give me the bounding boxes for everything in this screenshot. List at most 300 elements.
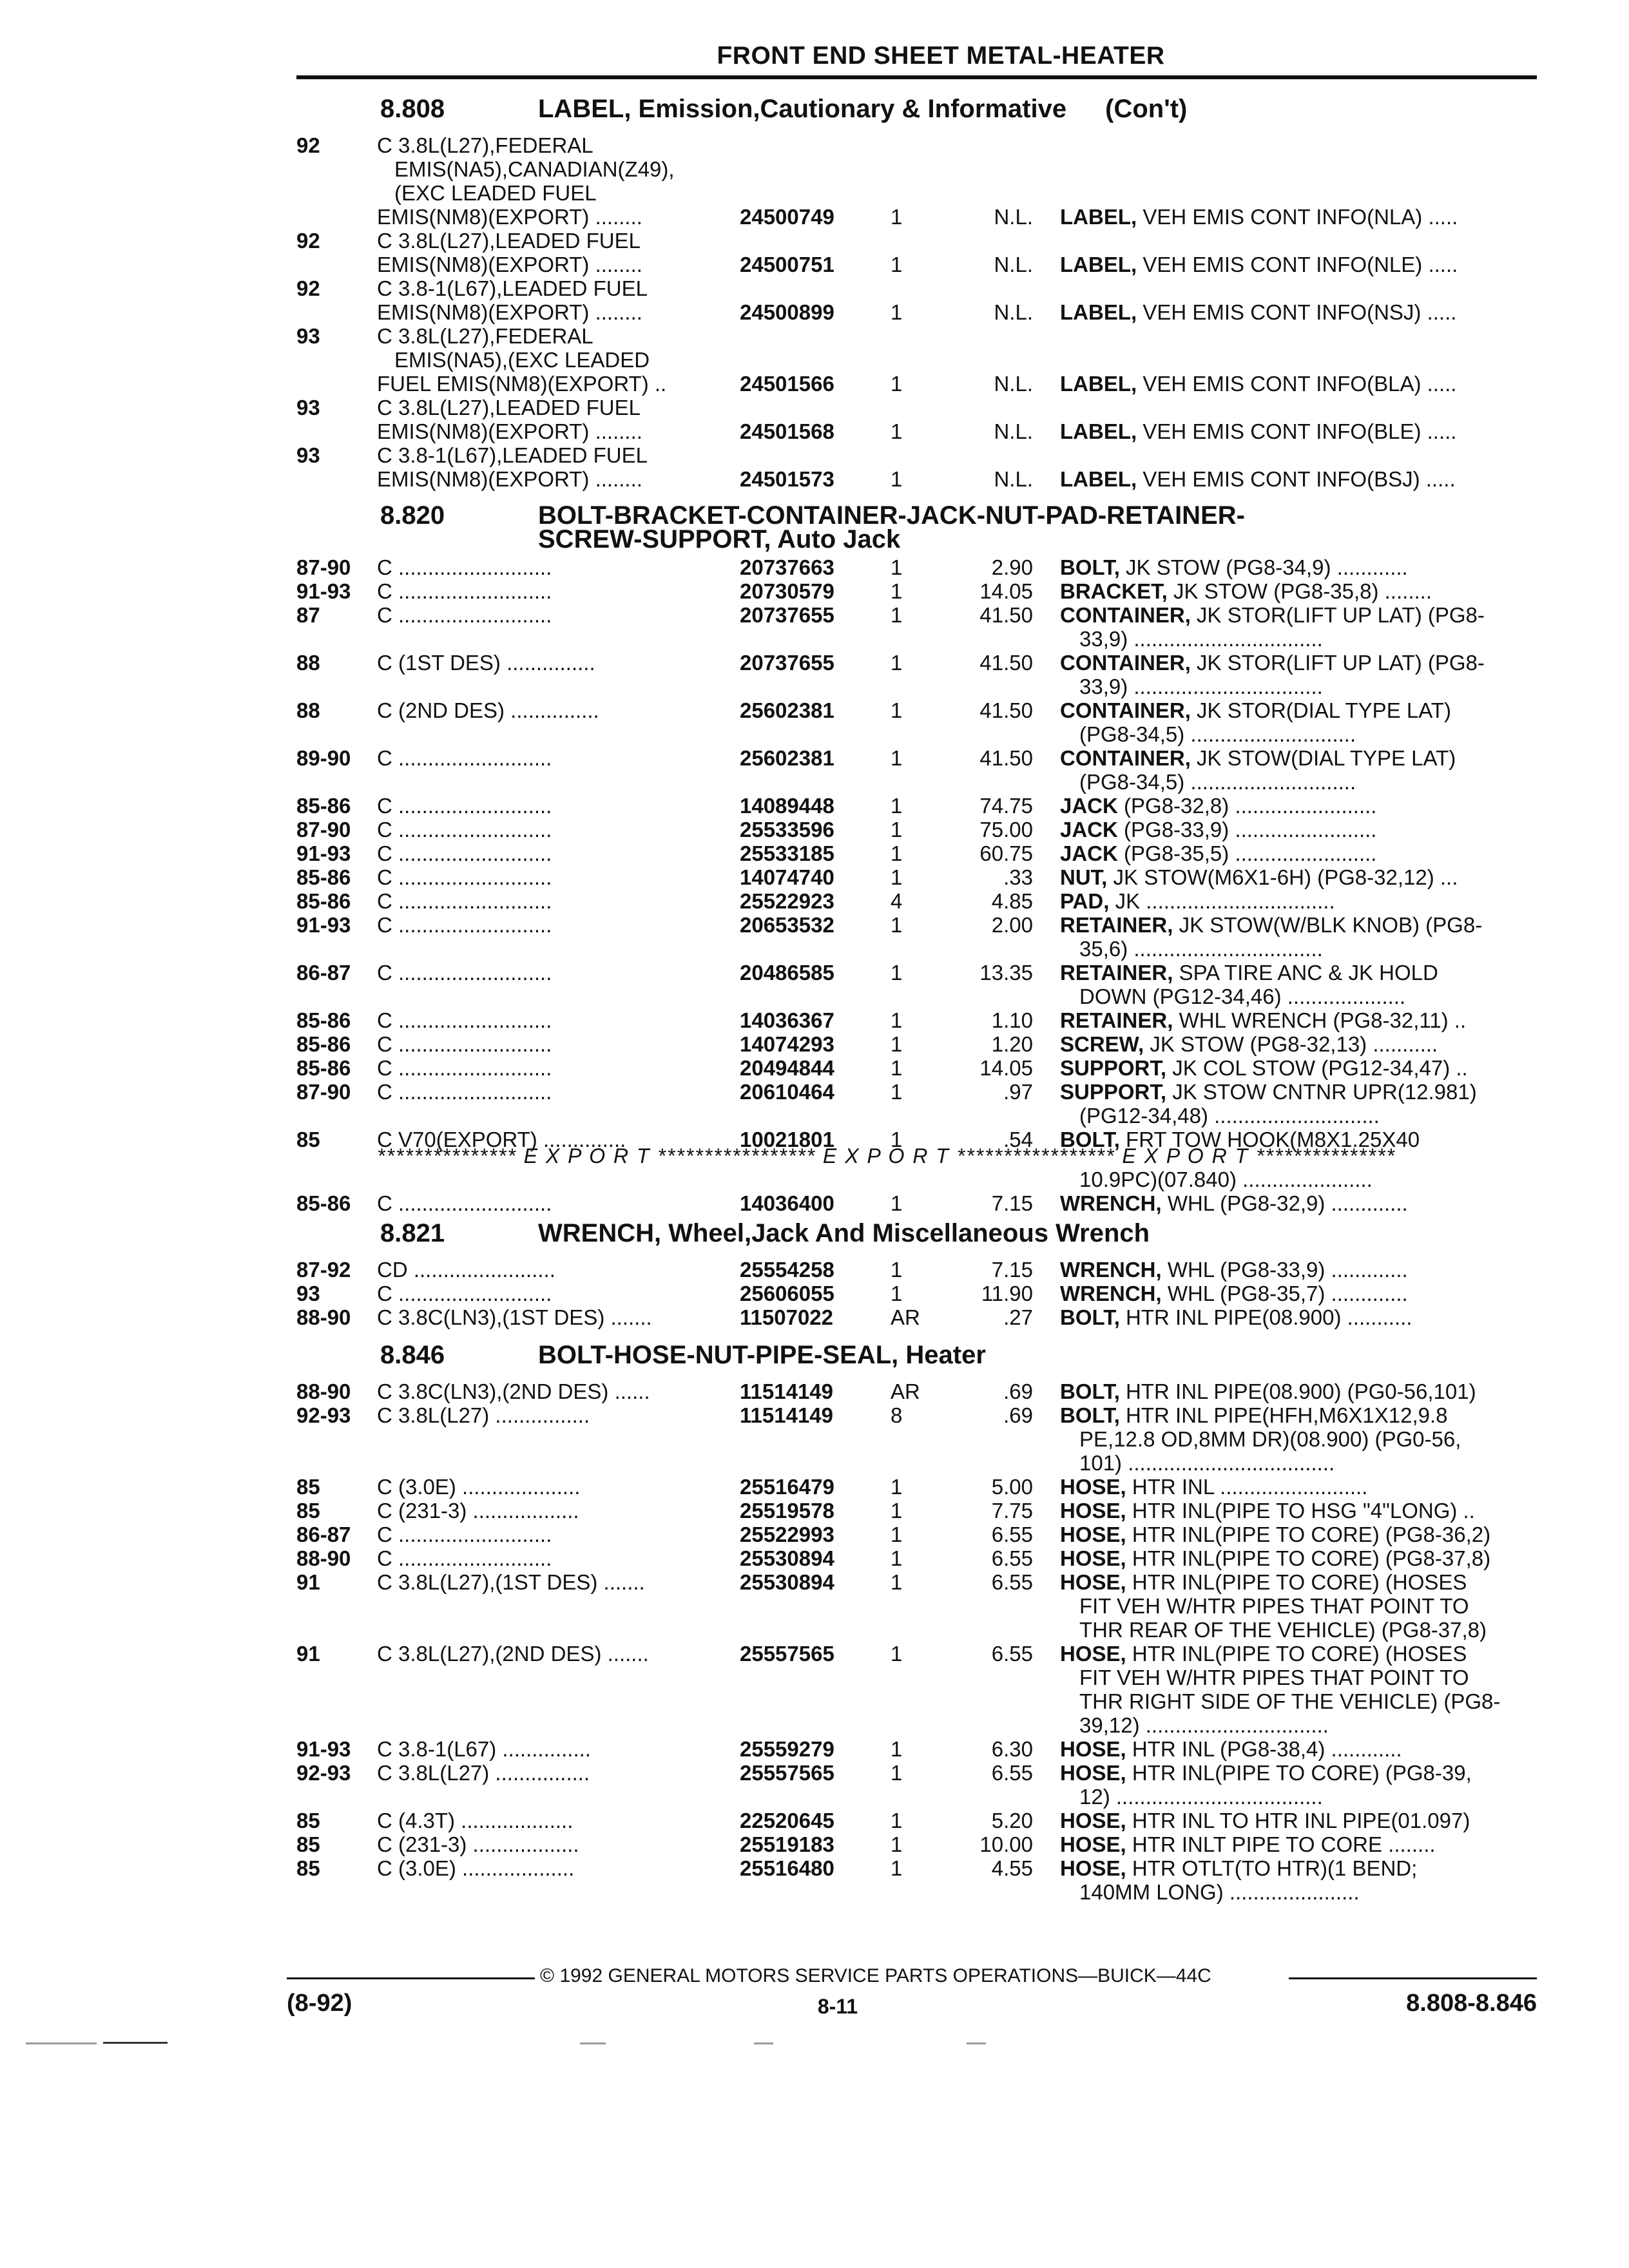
model-year: 88-90 (296, 1379, 351, 1403)
part-noun: HOSE, (1060, 1475, 1126, 1499)
part-noun: HOSE, (1060, 1737, 1126, 1761)
quantity: 1 (891, 300, 903, 324)
part-name (1060, 651, 1537, 675)
quantity: 1 (891, 579, 903, 603)
application-desc: C (1ST DES) ............... (377, 651, 595, 675)
part-detail: FRT TOW HOOK(M8X1.25X40 (1119, 1128, 1420, 1151)
part-detail: HTR OTLT(TO HTR)(1 BEND; (1126, 1856, 1418, 1880)
table-row (0, 1032, 1629, 1056)
part-name (1060, 1523, 1537, 1546)
price: 5.20 (991, 1809, 1033, 1832)
model-year: 93 (296, 396, 320, 419)
scan-artifact (103, 2042, 168, 2044)
part-detail: JK ................................ (1109, 889, 1335, 913)
scan-artifact (580, 2042, 606, 2044)
part-name (1060, 913, 1537, 937)
quantity: 1 (891, 841, 903, 865)
part-number: 11507022 (740, 1305, 834, 1329)
quantity: 1 (891, 1056, 903, 1080)
application-desc: C .......................... (377, 841, 552, 865)
part-detail: JK STOW (PG8-34,9) ............ (1119, 555, 1408, 579)
part-number: 25516480 (740, 1856, 834, 1880)
quantity: 1 (891, 1258, 903, 1282)
part-detail: HTR INL PIPE(HFH,M6X1X12,9.8 (1119, 1403, 1448, 1427)
part-detail: WHL WRENCH (PG8-32,11) .. (1173, 1008, 1467, 1032)
table-row (0, 818, 1629, 841)
price: .33 (1003, 865, 1033, 889)
part-name (1079, 1168, 1537, 1191)
application-desc: C (231-3) .................. (377, 1499, 579, 1523)
section-title: BOLT-HOSE-NUT-PIPE-SEAL, Heater (538, 1341, 986, 1369)
part-number: 24501568 (740, 419, 834, 443)
part-noun: SUPPORT, (1060, 1056, 1167, 1080)
part-detail: JK STOR(LIFT UP LAT) (PG8- (1190, 603, 1485, 627)
part-name (1060, 1379, 1537, 1403)
part-detail: JK STOR(LIFT UP LAT) (PG8- (1190, 651, 1485, 675)
section-code: 8.820 (380, 501, 445, 530)
model-year: 85 (296, 1832, 320, 1856)
part-detail: (PG8-33,9) ........................ (1117, 818, 1377, 841)
part-noun: LABEL, (1060, 205, 1137, 229)
footer-rule-right (1289, 1977, 1537, 1979)
part-detail: 12) ................................... (1079, 1785, 1323, 1809)
application-desc: C .......................... (377, 961, 552, 985)
part-noun: WRENCH, (1060, 1258, 1162, 1282)
application-desc: C .......................... (377, 794, 552, 818)
part-detail: HTR INL(PIPE TO CORE) (PG8-36,2) (1126, 1523, 1491, 1546)
application-desc: C 3.8L(L27),(1ST DES) ....... (377, 1570, 645, 1594)
table-row (0, 1080, 1629, 1104)
part-detail: JK STOR(DIAL TYPE LAT) (1190, 698, 1451, 722)
part-name (1060, 1642, 1537, 1666)
table-row (0, 324, 1629, 348)
application-desc: C .......................... (377, 1191, 552, 1215)
part-number: 11514149 (740, 1403, 834, 1427)
part-name (1060, 467, 1537, 491)
price: 4.55 (991, 1856, 1033, 1880)
quantity: AR (891, 1305, 920, 1329)
footer-date-code: (8-92) (287, 1990, 352, 2017)
table-row (0, 1761, 1629, 1785)
model-year: 88-90 (296, 1305, 351, 1329)
quantity: 4 (891, 889, 903, 913)
price: 7.15 (991, 1258, 1033, 1282)
table-row (0, 889, 1629, 913)
part-noun: LABEL, (1060, 419, 1137, 443)
price: .27 (1003, 1305, 1033, 1329)
scan-artifact (26, 2042, 97, 2044)
model-year: 93 (296, 324, 320, 348)
quantity: 1 (891, 1499, 903, 1523)
application-desc: EMIS(NM8)(EXPORT) ........ (377, 253, 642, 276)
part-detail: 39,12) ............................... (1079, 1713, 1329, 1737)
part-detail: HTR INL ......................... (1126, 1475, 1368, 1499)
part-name (1079, 1880, 1537, 1904)
table-row (0, 698, 1629, 722)
application-desc: EMIS(NM8)(EXPORT) ........ (377, 467, 642, 491)
model-year: 92 (296, 133, 320, 157)
part-detail: JK STOW(DIAL TYPE LAT) (1190, 746, 1456, 770)
quantity: 1 (891, 1856, 903, 1880)
part-detail: VEH EMIS CONT INFO(BLA) ..... (1137, 372, 1457, 396)
table-row (0, 276, 1629, 300)
part-noun: SUPPORT, (1060, 1080, 1167, 1104)
part-number: 25519578 (740, 1499, 834, 1523)
model-year: 86-87 (296, 1523, 351, 1546)
price: 10.00 (979, 1832, 1033, 1856)
quantity: 1 (891, 794, 903, 818)
model-year: 88-90 (296, 1546, 351, 1570)
part-number: 24501573 (740, 467, 834, 491)
part-name (1060, 1499, 1537, 1523)
model-year: 87-92 (296, 1258, 351, 1282)
model-year: 85 (296, 1499, 320, 1523)
quantity: AR (891, 1379, 920, 1403)
part-number: 20730579 (740, 579, 834, 603)
part-noun: CONTAINER, (1060, 746, 1191, 770)
price: 6.55 (991, 1570, 1033, 1594)
price: 1.10 (991, 1008, 1033, 1032)
price: 11.90 (981, 1282, 1033, 1305)
application-desc: C 3.8C(LN3),(1ST DES) ....... (377, 1305, 652, 1329)
table-row (0, 467, 1629, 491)
model-year: 85-86 (296, 1191, 351, 1215)
part-detail: HTR INL PIPE(08.900) ........... (1119, 1305, 1412, 1329)
part-name (1079, 1666, 1537, 1689)
part-noun: HOSE, (1060, 1570, 1126, 1594)
part-noun: CONTAINER, (1060, 698, 1191, 722)
part-noun: WRENCH, (1060, 1191, 1162, 1215)
model-year: 85 (296, 1809, 320, 1832)
part-number: 25533596 (740, 818, 834, 841)
table-row (0, 443, 1629, 467)
part-number: 24501566 (740, 372, 834, 396)
table-row-continuation (0, 1713, 1629, 1737)
part-detail: FIT VEH W/HTR PIPES THAT POINT TO (1079, 1594, 1469, 1618)
model-year: 93 (296, 1282, 320, 1305)
part-noun: HOSE, (1060, 1761, 1126, 1785)
part-number: 24500749 (740, 205, 834, 229)
table-row-continuation (0, 157, 1629, 181)
section-code: 8.808 (380, 95, 445, 123)
part-name (1060, 253, 1537, 276)
part-detail: HTR INL (PG8-38,4) ............ (1126, 1737, 1402, 1761)
price: 6.55 (991, 1761, 1033, 1785)
quantity: 1 (891, 1191, 903, 1215)
quantity: 1 (891, 1523, 903, 1546)
model-year: 85-86 (296, 1056, 351, 1080)
part-name (1079, 1618, 1537, 1642)
part-noun: BOLT, (1060, 555, 1120, 579)
part-detail: HTR INLT PIPE TO CORE ........ (1126, 1832, 1436, 1856)
part-number: 20737663 (740, 555, 834, 579)
part-detail: 10.9PC)(07.840) ...................... (1079, 1168, 1373, 1191)
model-year: 91-93 (296, 841, 351, 865)
part-number: 20737655 (740, 603, 834, 627)
part-noun: HOSE, (1060, 1499, 1126, 1523)
part-detail: THR RIGHT SIDE OF THE VEHICLE) (PG8- (1079, 1689, 1501, 1713)
part-detail: VEH EMIS CONT INFO(NSJ) ..... (1137, 300, 1457, 324)
table-row (0, 1475, 1629, 1499)
table-row (0, 1809, 1629, 1832)
model-year: 85-86 (296, 1008, 351, 1032)
section-heading-8808 (380, 95, 1187, 124)
application-desc: EMIS(NM8)(EXPORT) ........ (377, 205, 642, 229)
part-name (1079, 1594, 1537, 1618)
section-extra: (Con't) (1105, 95, 1188, 123)
quantity: 1 (891, 1546, 903, 1570)
application-desc: C .......................... (377, 865, 552, 889)
quantity: 1 (891, 913, 903, 937)
export-separator: *************** E X P O R T ***************** E X P O R T ***************** E X P O R T *************** (377, 1144, 1396, 1168)
part-noun: JACK (1060, 794, 1118, 818)
part-name (1060, 1737, 1537, 1761)
part-name (1060, 1305, 1537, 1329)
table-row-continuation (0, 1594, 1629, 1618)
part-number: 25602381 (740, 746, 834, 770)
part-name (1079, 722, 1537, 746)
application-desc: C .......................... (377, 913, 552, 937)
application-desc: C .......................... (377, 1523, 552, 1546)
table-row (0, 1008, 1629, 1032)
part-detail: THR REAR OF THE VEHICLE) (PG8-37,8) (1079, 1618, 1487, 1642)
table-row-continuation (0, 1618, 1629, 1642)
section-code: 8.821 (380, 1219, 445, 1247)
part-number: 14036367 (740, 1008, 834, 1032)
table-row (0, 555, 1629, 579)
part-detail: SPA TIRE ANC & JK HOLD (1173, 961, 1438, 985)
part-detail: HTR INL(PIPE TO CORE) (PG8-37,8) (1126, 1546, 1491, 1570)
part-name (1060, 579, 1537, 603)
part-number: 25530894 (740, 1546, 834, 1570)
table-row (0, 1570, 1629, 1594)
part-detail: 140MM LONG) ...................... (1079, 1880, 1360, 1904)
table-row-continuation (0, 1666, 1629, 1689)
part-detail: PE,12.8 OD,8MM DR)(08.900) (PG0-56, (1079, 1427, 1461, 1451)
part-noun: HOSE, (1060, 1856, 1126, 1880)
part-detail: VEH EMIS CONT INFO(NLE) ..... (1137, 253, 1458, 276)
part-noun: WRENCH, (1060, 1282, 1162, 1305)
table-row-continuation (0, 1451, 1629, 1475)
part-detail: 33,9) ................................ (1079, 627, 1323, 651)
price: 41.50 (979, 603, 1033, 627)
part-name (1079, 627, 1537, 651)
quantity: 1 (891, 651, 903, 675)
part-detail: (PG8-32,8) ........................ (1117, 794, 1377, 818)
application-desc: C .......................... (377, 1008, 552, 1032)
quantity: 1 (891, 467, 903, 491)
table-row-continuation (0, 1168, 1629, 1191)
price: 7.15 (991, 1191, 1033, 1215)
model-year: 92-93 (296, 1761, 351, 1785)
application-desc: FUEL EMIS(NM8)(EXPORT) .. (377, 372, 667, 396)
model-year: 93 (296, 443, 320, 467)
part-noun: CONTAINER, (1060, 603, 1191, 627)
part-detail: WHL (PG8-35,7) ............. (1161, 1282, 1408, 1305)
model-year: 91-93 (296, 579, 351, 603)
part-noun: NUT, (1060, 865, 1108, 889)
model-year: 91-93 (296, 1737, 351, 1761)
table-row (0, 1856, 1629, 1880)
part-number: 25557565 (740, 1642, 834, 1666)
model-year: 85-86 (296, 889, 351, 913)
application-desc: C .......................... (377, 1032, 552, 1056)
quantity: 1 (891, 1642, 903, 1666)
part-name (1060, 1761, 1537, 1785)
part-name (1060, 1570, 1537, 1594)
part-name (1060, 603, 1537, 627)
table-row (0, 1282, 1629, 1305)
table-row-continuation (0, 181, 1629, 205)
footer-section-range: 8.808-8.846 (1406, 1990, 1537, 2017)
part-noun: BOLT, (1060, 1128, 1120, 1151)
part-name (1060, 372, 1537, 396)
model-year: 91 (296, 1570, 320, 1594)
part-number: 14036400 (740, 1191, 834, 1215)
table-row-continuation (0, 1880, 1629, 1904)
price: 41.50 (979, 746, 1033, 770)
application-desc: C 3.8C(LN3),(2ND DES) ...... (377, 1379, 650, 1403)
part-detail: (PG8-34,5) ............................ (1079, 770, 1356, 794)
application-desc: C 3.8-1(L67) ............... (377, 1737, 591, 1761)
part-detail: 33,9) ................................ (1079, 675, 1323, 698)
application-desc: C .......................... (377, 555, 552, 579)
table-row (0, 865, 1629, 889)
part-name (1079, 1104, 1537, 1128)
part-name (1060, 865, 1537, 889)
application-desc: EMIS(NA5),(EXC LEADED (394, 348, 650, 372)
part-name (1060, 1128, 1537, 1151)
part-name (1060, 1809, 1537, 1832)
part-noun: RETAINER, (1060, 913, 1173, 937)
quantity: 1 (891, 1008, 903, 1032)
part-noun: BOLT, (1060, 1403, 1120, 1427)
table-row (0, 1832, 1629, 1856)
price: .69 (1003, 1403, 1033, 1427)
price: 74.75 (979, 794, 1033, 818)
table-row (0, 300, 1629, 324)
application-desc: C 3.8L(L27),FEDERAL (377, 133, 593, 157)
part-noun: LABEL, (1060, 253, 1137, 276)
price: N.L. (994, 205, 1033, 229)
table-row (0, 794, 1629, 818)
price: 14.05 (979, 579, 1033, 603)
scan-artifact (967, 2042, 986, 2044)
part-number: 24500751 (740, 253, 834, 276)
application-desc: C (4.3T) ................... (377, 1809, 574, 1832)
application-desc: C 3.8L(L27),LEADED FUEL (377, 229, 641, 253)
model-year: 88 (296, 651, 320, 675)
section-heading-8820-line2: SCREW-SUPPORT, Auto Jack (538, 525, 901, 553)
part-name (1060, 698, 1537, 722)
section-heading-8846 (380, 1341, 986, 1370)
application-desc: C .......................... (377, 746, 552, 770)
table-row-continuation (0, 348, 1629, 372)
model-year: 85 (296, 1856, 320, 1880)
model-year: 85-86 (296, 865, 351, 889)
part-number: 25522923 (740, 889, 834, 913)
application-desc: EMIS(NM8)(EXPORT) ........ (377, 300, 642, 324)
application-desc: C 3.8L(L27) ................ (377, 1403, 590, 1427)
part-number: 11514149 (740, 1379, 834, 1403)
price: .69 (1003, 1379, 1033, 1403)
model-year: 88 (296, 698, 320, 722)
table-row (0, 1523, 1629, 1546)
price: 13.35 (979, 961, 1033, 985)
footer-copyright: © 1992 GENERAL MOTORS SERVICE PARTS OPERATIONS—BUICK—44C (540, 1965, 1211, 1986)
table-row (0, 253, 1629, 276)
table-row-continuation (0, 627, 1629, 651)
quantity: 1 (891, 603, 903, 627)
part-name (1060, 1403, 1537, 1427)
part-detail: JK STOW CNTNR UPR(12.981) (1166, 1080, 1477, 1104)
part-name (1060, 1832, 1537, 1856)
model-year: 87-90 (296, 555, 351, 579)
part-name (1060, 1258, 1537, 1282)
part-noun: JACK (1060, 818, 1118, 841)
price: 4.85 (991, 889, 1033, 913)
price: 75.00 (979, 818, 1033, 841)
table-row-continuation (0, 1689, 1629, 1713)
table-row-continuation (0, 770, 1629, 794)
application-desc: EMIS(NA5),CANADIAN(Z49), (394, 157, 675, 181)
part-name (1079, 1427, 1537, 1451)
model-year: 86-87 (296, 961, 351, 985)
part-detail: HTR INL(PIPE TO CORE) (HOSES (1126, 1570, 1467, 1594)
part-number: 25554258 (740, 1258, 834, 1282)
model-year: 89-90 (296, 746, 351, 770)
scan-artifact (754, 2042, 773, 2044)
price: 14.05 (979, 1056, 1033, 1080)
part-noun: HOSE, (1060, 1642, 1126, 1666)
part-detail: HTR INL(PIPE TO CORE) (HOSES (1126, 1642, 1467, 1666)
part-noun: CONTAINER, (1060, 651, 1191, 675)
table-row (0, 372, 1629, 396)
part-detail: JK STOW(W/BLK KNOB) (PG8- (1173, 913, 1483, 937)
price: 6.55 (991, 1523, 1033, 1546)
quantity: 1 (891, 961, 903, 985)
application-desc: C .......................... (377, 889, 552, 913)
price: 41.50 (979, 651, 1033, 675)
part-noun: JACK (1060, 841, 1118, 865)
part-detail: WHL (PG8-33,9) ............. (1161, 1258, 1408, 1282)
part-detail: (PG12-34,48) ............................ (1079, 1104, 1380, 1128)
part-noun: HOSE, (1060, 1523, 1126, 1546)
part-name (1060, 419, 1537, 443)
quantity: 1 (891, 205, 903, 229)
quantity: 1 (891, 253, 903, 276)
application-desc: C 3.8-1(L67),LEADED FUEL (377, 443, 648, 467)
price: N.L. (994, 253, 1033, 276)
model-year: 91-93 (296, 913, 351, 937)
table-row (0, 396, 1629, 419)
part-detail: JK COL STOW (PG12-34,47) .. (1166, 1056, 1468, 1080)
part-name (1060, 1008, 1537, 1032)
table-row (0, 1128, 1629, 1151)
part-name (1060, 1546, 1537, 1570)
part-name (1060, 889, 1537, 913)
table-row (0, 746, 1629, 770)
model-year: 92-93 (296, 1403, 351, 1427)
part-number: 20494844 (740, 1056, 834, 1080)
part-detail: HTR INL(PIPE TO CORE) (PG8-39, (1126, 1761, 1472, 1785)
table-row (0, 419, 1629, 443)
model-year: 91 (296, 1642, 320, 1666)
part-name (1060, 794, 1537, 818)
part-noun: HOSE, (1060, 1832, 1126, 1856)
model-year: 85-86 (296, 1032, 351, 1056)
part-name (1060, 1191, 1537, 1215)
